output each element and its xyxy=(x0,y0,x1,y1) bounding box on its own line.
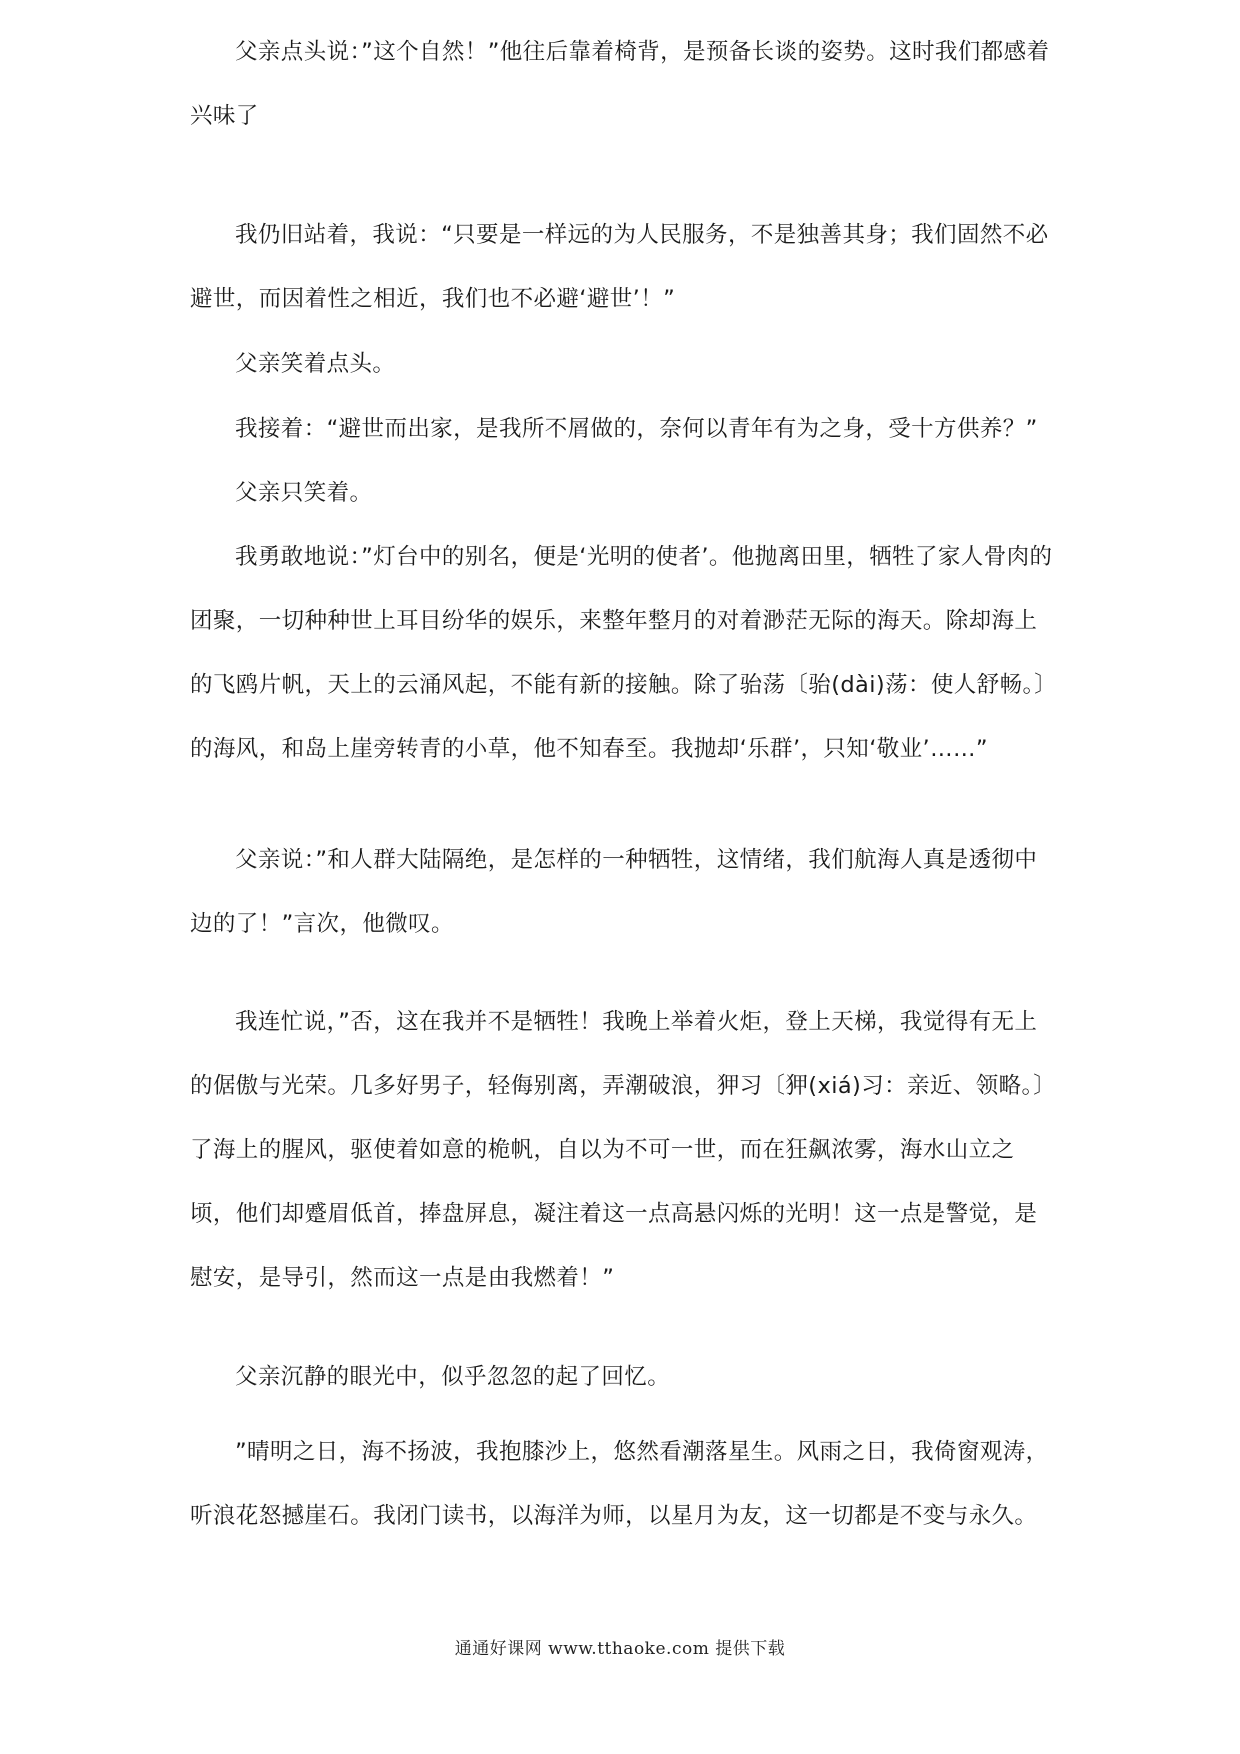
paragraph: 我接着：“避世而出家，是我所不屑做的，奈何以青年有为之身，受十方供养？” xyxy=(235,416,1038,442)
paragraph: 父亲只笑着。 xyxy=(235,480,373,506)
page-footer: 通通好课网 www.tthaoke.com 提供下载 xyxy=(454,1639,786,1659)
paragraph: 我勇敢地说：”灯台中的别名，便是‘光明的使者’。他抛离田里，牺牲了家人骨肉的团聚，一切种种世上耳目纷华的娱乐，来整年整月的对着渺茫无际的海天。除却海上的飞鸥片帆，天上的云涌风起，不能有新的接触。除了骀荡〔骀(dài)荡：使人舒畅。〕的海风，和岛上崖旁转青的小草，他不知春至。我抛却‘乐群’，只知‘敬业’……” xyxy=(190,544,1058,762)
paragraph: 我仍旧站着，我说：“只要是一样远的为人民服务，不是独善其身；我们固然不必避世，而因着性之相近，我们也不必避‘避世’！” xyxy=(190,222,1049,312)
paragraph: 我连忙说，”否，这在我并不是牺牲！我晚上举着火炬，登上天梯，我觉得有无上的倨傲与光荣。几多好男子，轻侮别离，弄潮破浪，狎习〔狎(xiá)习：亲近、领略。〕了海上的腥风，驱使着如意的桅帆，自以为不可一世，而在狂飙浓雾，海水山立之顷，他们却蹙眉低首，捧盘屏息，凝注着这一点高悬闪烁的光明！这一点是警觉，是慰安，是导引，然而这一点是由我燃着！” xyxy=(190,1009,1057,1291)
paragraph: 父亲沉静的眼光中，似乎忽忽的起了回忆。 xyxy=(235,1364,671,1390)
paragraph: 父亲笑着点头。 xyxy=(235,351,396,377)
paragraph: 父亲点头说：”这个自然！”他往后靠着椅背，是预备长谈的姿势。这时我们都感着兴味了 xyxy=(190,39,1050,129)
paragraph: ”晴明之日，海不扬波，我抱膝沙上，悠然看潮落星生。风雨之日，我倚窗观涛，听浪花怒撼崖石。我闭门读书，以海洋为师，以星月为友，这一切都是不变与永久。 xyxy=(190,1439,1049,1529)
paragraph: 父亲说：”和人群大陆隔绝，是怎样的一种牺牲，这情绪，我们航海人真是透彻中边的了！”言次，他微叹。 xyxy=(190,847,1038,937)
